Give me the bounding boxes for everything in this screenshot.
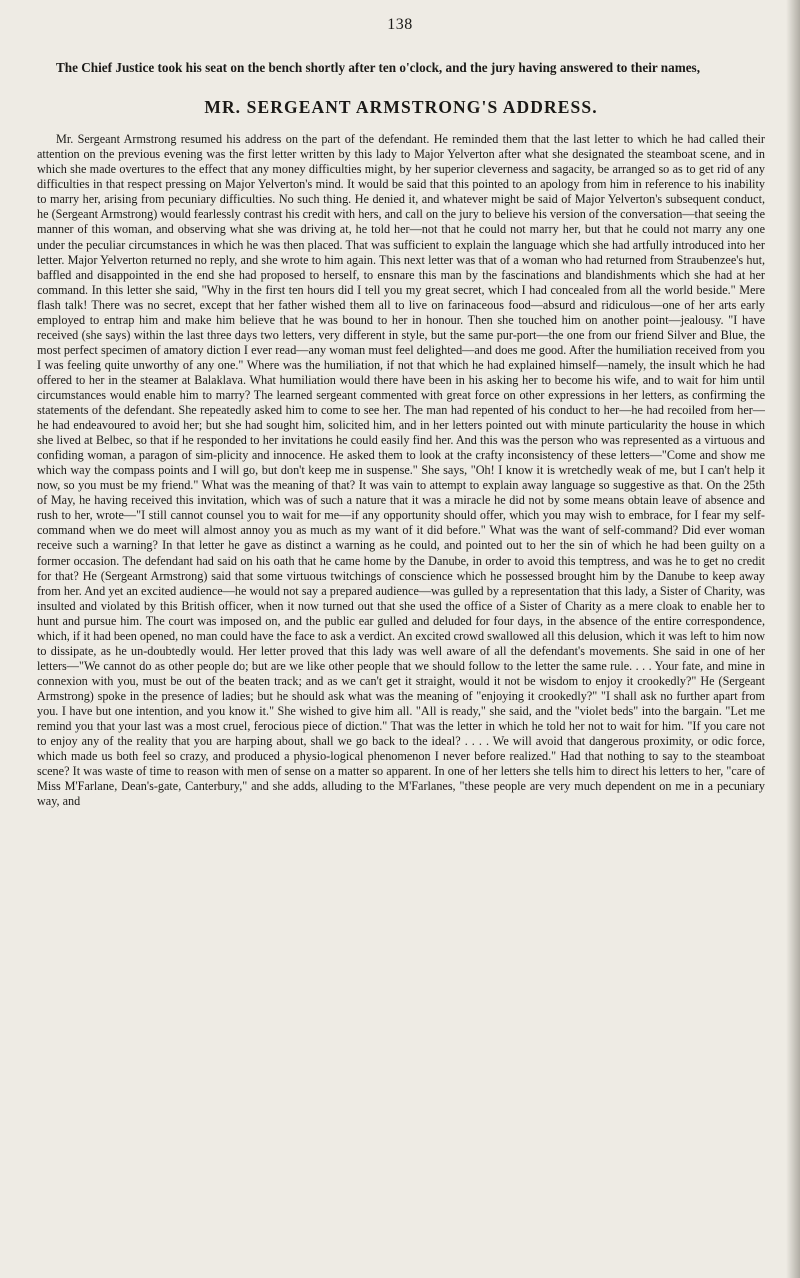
page-edge-shadow <box>786 0 800 1278</box>
body-paragraph: Mr. Sergeant Armstrong resumed his address on the part of the defendant. He reminded them that the last letter to which he had called their attention on the previous evening was the first letter written by this lady to Major Yelverton after what she designated the steamboat scene, and in which she made overtures to the effect that any money difficulties might, by her superior cleverness and sagacity, be arranged so as to get rid of any difficulties in that respect pressing on Major Yelverton's mind. It would be said that this pointed to an apology from him in reference to his inability to marry her, arising from pecuniary difficulties. No such thing. He denied it, and whatever might be said of Major Yelverton's subsequent conduct, he (Sergeant Armstrong) would fearlessly contrast his credit with hers, and call on the jury to believe his version of the conversation—that seeing the manner of this woman, and observing what she was driving at, he told her—not that he could not marry her, but that he could not marry any one under the peculiar circumstances in which he was then placed. That was sufficient to explain the language which she had artfully introduced into her letter. Major Yelverton returned no reply, and she wrote to him again. This next letter was that of a woman who had returned from Straubenzee's hut, baffled and disappointed in the end she had proposed to herself, to ensnare this man by the fascinations and blandishments which she had at her command. In this letter she said, "Why in the first ten hours did I tell you my great secret, which I had concealed from all the world beside." Mere flash talk! There was no secret, except that her father wished them all to live on farinaceous food—absurd and ridiculous—one of her arts early employed to entrap him and make him believe that he was bound to her in honour. Then she touched him on another point—jealousy. "I have received (she says) within the last three days two letters, very different in style, but the same pur-port—the one from our friend Silver and Blue, the most perfect specimen of amatory diction I ever read—any woman must feel delighted—and does me good. After the humiliation received from you I was feeling quite unworthy of any one." Where was the humiliation, if not that which he had explained himself—namely, the insult which he had offered to her in the steamer at Balaklava. What humiliation would there have been in his asking her to become his wife, and to wait for him until circumstances would enable him to marry? The learned sergeant commented with great force on other expressions in her letters, as confirming the statements of the defendant. She repeatedly asked him to come to see her. The man had repented of his conduct to her—he had recoiled from her—he had endeavoured to avoid her; but she had sought him, solicited him, and in her letters pointed out with minute particularity the house in which she lived at Belbec, so that if he responded to her invitations he could easily find her. And this was the person who was represented as a virtuous and confiding woman, a paragon of sim-plicity and innocence. He asked them to look at the crafty inconsistency of these letters—"Come and show me which way the compass points and I will go, but don't keep me in suspense." She says, "Oh! I know it is wretchedly weak of me, but I can't help it now, so you must be my friend." What was the meaning of that? It was vain to attempt to explain away language so suggestive as that. On the 25th of May, he having received this invitation, which was of such a nature that it was a miracle he did not by some means obtain leave of absence and rush to her, wrote—"I still cannot counsel you to wait for me—if any opportunity should offer, which you may wish to embrace, for I fear my self-command when we do meet will almost annoy you as much as my want of it did before." What was the want of self-command? Did ever woman receive such a warning? In that letter he gave as distinct a warning as he could, and pointed out to her the sin of which he had been guilty on a former occasion. The defendant had said on his oath that he came home by the Danube, in order to avoid this temptress, and was he to get no credit for that? He (Sergeant Armstrong) said that some virtuous twitchings of conscience which he possessed brought him by the Danube to keep away from her. And yet an excited audience—he would not say a prepared audience—was gulled by a representation that this lady, a Sister of Charity, was insulted and violated by this British officer, when it now turned out that she used the office of a Sister of Charity as a mere cloak to enable her to hunt and pursue him. The court was imposed on, and the public ear gulled and deluded for four days, in the absence of the entire correspondence, which, if it had been opened, no man could have the face to ask a verdict. An excited crowd swallowed all this delusion, which it was left to him now to dissipate, as he un-doubtedly would. Her letter proved that this lady was well aware of all the defendant's movements. She said in one of her letters—"We cannot do as other people do; but are we like other people that we should follow to the letter the same rule. . . . Your fate, and mine in connexion with you, must be out of the beaten track; and as we can't get it straight, would it not be wisdom to enjoy it crookedly?" He (Sergeant Armstrong) spoke in the presence of ladies; but he should ask what was the meaning of "enjoying it crookedly?" "I shall ask no further apart from you. I have but one intention, and you know it." She wished to give him all. "All is ready," she said, and the "violet beds" into the bargain. "Let me remind you that your last was a most cruel, ferocious piece of diction." That was the letter in which he told her not to wait for him. "If you care not to enjoy any of the reality that you are harping about, shall we go back to the ideal? . . . . We will avoid that dangerous proximity, or odic force, which made us both feel so crazy, and produced a physio-logical phenomenon I never before realized." Had that nothing to say to the steamboat scene? It was waste of time to reason with men of sense on a matter so apparent. In one of her letters she tells him to direct his letters to her, "care of Miss M'Farlane, Dean's-gate, Canterbury," and she adds, alluding to the M'Farlanes, "these people are very much dependent on me in a pecuniary way, and <box>37 132 766 809</box>
section-heading: MR. SERGEANT ARMSTRONG'S ADDRESS. <box>204 97 598 118</box>
page-content <box>37 60 765 809</box>
intro-paragraph: The Chief Justice took his seat on the bench shortly after ten o'clock, and the jury having answered to their names, <box>56 60 700 75</box>
page-number: 138 <box>387 16 413 33</box>
